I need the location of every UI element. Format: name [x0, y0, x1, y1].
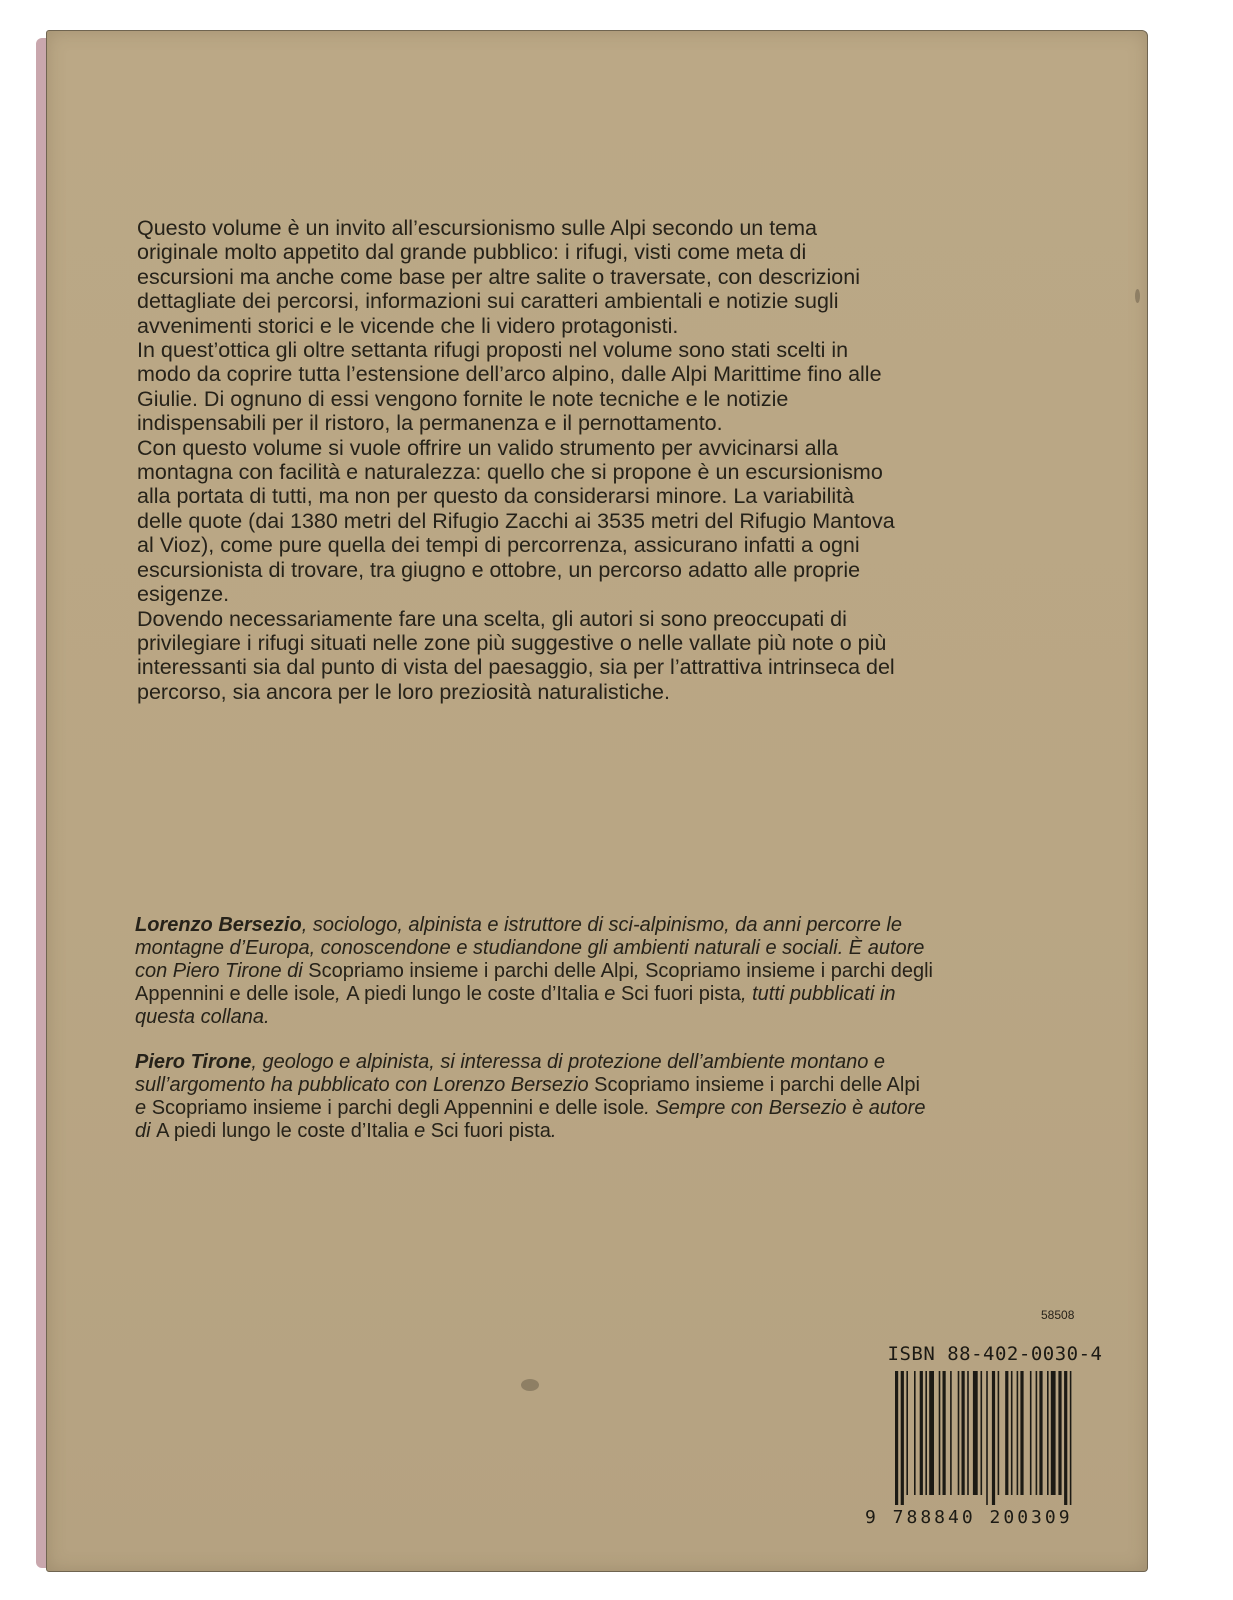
description-paragraph: Con questo volume si vuole offrire un valido strumento per avvicinarsi alla montagna con facilità e naturalezza: quello che si propone è un escursionismo alla portata di tutti, ma non per questo da considerarsi minore. La variabilità delle quote (dai 1380 metri del Rifugio Zacchi ai 3535 metri del Rifugio Mantova al Vioz), come pure quella dei tempi di percorrenza, assicurano infatti a ogni escursionista di trovare, tra giugno e ottobre, un percorso adatto alle proprie esigenze.	[137, 435, 895, 607]
author-name: Lorenzo Bersezio	[135, 914, 302, 936]
author-bio-text: ,	[633, 960, 646, 982]
barcode-bar	[1030, 1371, 1032, 1495]
cover-stain	[1135, 289, 1140, 303]
barcode-bar	[920, 1371, 923, 1495]
barcode-bar	[973, 1371, 978, 1495]
book-back-cover	[46, 30, 1148, 1572]
author-bio-tirone	[135, 1051, 935, 1143]
book-title: Scopriamo insieme i parchi degli Appennini e delle isole	[135, 960, 934, 1005]
isbn-label: ISBN 88-402-0030-4	[887, 1343, 1103, 1365]
book-title: Sci fuori pista	[620, 983, 741, 1005]
barcode-bar	[939, 1371, 941, 1495]
barcode-bar	[981, 1371, 983, 1495]
author-bios	[135, 914, 935, 1165]
barcode-bar	[992, 1371, 995, 1505]
author-bio-text: . Sempre con Bersezio è autore di	[135, 1097, 926, 1142]
barcode-bar	[943, 1371, 946, 1495]
barcode-bar	[1020, 1371, 1023, 1495]
author-name: Piero Tirone	[135, 1051, 252, 1073]
barcode-bar	[1047, 1371, 1049, 1495]
isbn-block	[855, 1343, 1135, 1528]
author-bio-text: e	[135, 1097, 152, 1119]
book-description	[137, 216, 897, 704]
description-paragraph: In quest’ottica gli oltre settanta rifugi proposti nel volume sono stati scelti in modo da coprire tutta l’estensione dell’arco alpino, dalle Alpi Marittime fino alle Giulie. Di ognuno di essi vengono fornite le note tecniche e le notizie indispensabili per il ristoro, la permanenza e il pernottamento.	[137, 338, 882, 436]
book-title: Sci fuori pista	[430, 1120, 551, 1142]
barcode-bar	[1058, 1371, 1061, 1495]
author-bio-text: , geologo e alpinista, si interessa di protezione dell’ambiente montano e sull’argomento ha pubblicato con Lorenzo Bersezio	[135, 1051, 886, 1096]
book-title: A piedi lungo le coste d’Italia	[156, 1120, 409, 1142]
author-bio-text: ,	[335, 983, 347, 1005]
barcode-bar	[1005, 1371, 1008, 1495]
barcode-bar	[962, 1371, 965, 1495]
barcode-bar	[950, 1371, 952, 1495]
author-bio-bersezio	[135, 914, 935, 1029]
catalog-code: 58508	[1041, 1308, 1075, 1322]
barcode-bar	[901, 1371, 904, 1505]
barcode-bar	[1036, 1371, 1038, 1495]
barcode-bar	[929, 1371, 934, 1495]
barcode-bar	[1017, 1371, 1019, 1495]
cover-stain	[521, 1379, 539, 1391]
barcode-bar	[1011, 1371, 1013, 1495]
book-title: Scopriamo insieme i parchi degli Appennini e delle isole	[151, 1097, 645, 1119]
barcode-bar	[906, 1371, 908, 1495]
description-paragraph: Questo volume è un invito all’escursionismo sulle Alpi secondo un tema originale molto appetito dal grande pubblico: i rifugi, visti come meta di escursioni ma anche come base per altre salite o traversate, con descrizioni dettagliate dei percorsi, informazioni sui caratteri ambientali e notizie sugli avvenimenti storici e le vicende che li videro protagonisti.	[137, 216, 860, 338]
barcode-bar	[967, 1371, 969, 1495]
barcode	[893, 1371, 1123, 1505]
book-title: A piedi lungo le coste d’Italia	[346, 983, 599, 1005]
author-bio-text: , tutti pubblicati in questa collana.	[135, 983, 896, 1028]
barcode-bar	[998, 1371, 1000, 1495]
barcode-bar	[914, 1371, 916, 1495]
barcode-bar	[1070, 1371, 1072, 1505]
author-bio-text: e	[408, 1120, 431, 1142]
barcode-digits: 9 788840 200309	[865, 1507, 1073, 1528]
book-title: Scopriamo insieme i parchi delle Alpi	[594, 1074, 920, 1096]
author-bio-text: .	[550, 1120, 557, 1142]
barcode-bar	[986, 1371, 988, 1505]
barcode-bar	[1039, 1371, 1042, 1495]
barcode-bar	[895, 1371, 898, 1505]
author-bio-text: e	[598, 983, 621, 1005]
barcode-bar	[958, 1371, 960, 1495]
barcode-bar	[1064, 1371, 1067, 1505]
barcode-bar	[925, 1371, 927, 1495]
description-paragraph: Dovendo necessariamente fare una scelta, gli autori si sono preoccupati di privilegiare i rifugi situati nelle zone più suggestive o nelle vallate più note o più interessanti sia dal punto di vista del paesaggio, sia per l’attrattiva intrinseca del percorso, sia ancora per le loro preziosità naturalistiche.	[137, 606, 895, 704]
author-bio-text: , sociologo, alpinista e istruttore di sci-alpinismo, da anni percorre le montagne d’Europa, conoscendone e studiandone gli ambienti naturali e sociali. È autore con Piero Tirone di	[135, 914, 925, 982]
barcode-bar	[1051, 1371, 1056, 1495]
book-title: Scopriamo insieme i parchi delle Alpi	[308, 960, 634, 982]
